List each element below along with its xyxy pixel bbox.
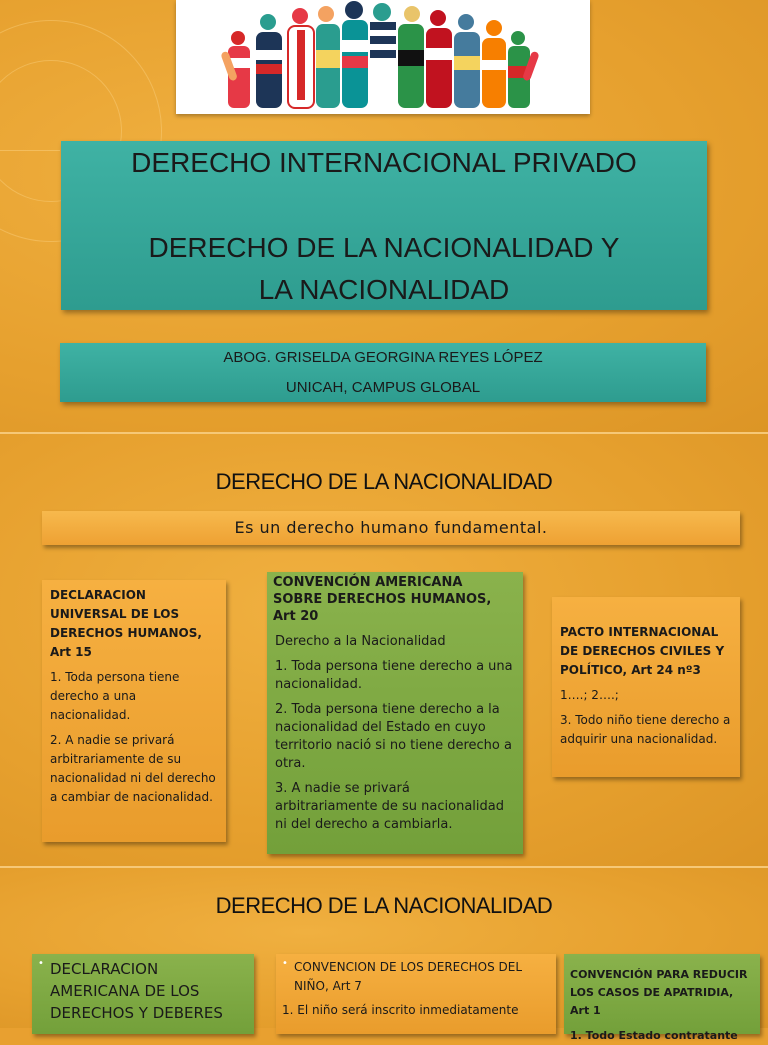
card-item: Derecho a la Nacionalidad [275,634,446,649]
decorative-line [0,150,60,151]
slide-nationality-right [0,434,768,866]
subtitle-line-1: DERECHO DE LA NACIONALIDAD Y [148,232,620,263]
card-title: DECLARACION UNIVERSAL DE LOS DERECHOS HUMANOS, Art 15 [50,588,202,659]
card-item: 1….; 2….; [560,688,619,702]
card-crc [276,954,556,1034]
card-iccpr [552,597,740,777]
bullet-item [38,958,248,1024]
bullet-icon: • [282,958,288,969]
flags-people-banner [176,0,590,114]
subtitle [61,227,707,311]
card-item: 1. Todo Estado contratante [570,1029,738,1042]
card-title: CONVENCIÓN PARA REDUCIR LOS CASOS DE APATRIDIA, Art 1 [570,968,748,1017]
card-item: 1. Toda persona tiene derecho a una nacionalidad. [50,670,180,722]
card-text: DECLARACION AMERICANA DE LOS DERECHOS Y DEBERES [50,960,223,1022]
card-statelessness [564,954,760,1042]
institution: UNICAH, CAMPUS GLOBAL [285,379,481,396]
card-item: 1. Toda persona tiene derecho a una nacionalidad. [275,659,513,692]
author-name: ABOG. GRISELDA GEORGINA REYES LÓPEZ [223,349,543,366]
card-udhr [42,580,226,842]
bullet-icon: • [38,958,44,969]
card-title: CONVENCIÓN AMERICANA SOBRE DERECHOS HUMANOS, Art 20 [273,575,492,624]
people-flags-illustration [176,0,590,114]
card-item: 3. Todo niño tiene derecho a adquirir una nacionalidad. [560,713,731,746]
card-title: CONVENCION DE LOS DERECHOS DEL NIÑO, Art 7 [294,960,523,993]
card-title: PACTO INTERNACIONAL DE DERECHOS CIVILES Y POLÍTICO, Art 24 nº3 [560,625,725,677]
bullet-item [282,958,550,996]
slide-heading: DERECHO DE LA NACIONALIDAD [215,469,553,494]
main-title: DERECHO INTERNACIONAL PRIVADO [131,147,637,178]
definition-box: Es un derecho humano fundamental. [42,511,740,545]
card-item: 1. El niño será inscrito inmediatamente [282,1003,519,1017]
slide-heading: DERECHO DE LA NACIONALIDAD [215,893,553,918]
subtitle-line-2: LA NACIONALIDAD [258,274,510,305]
author-box [60,343,706,402]
slide-nationality-continued [0,868,768,1042]
slide-title [0,0,768,432]
card-item: 2. Toda persona tiene derecho a la nacionalidad del Estado en cuyo territorio nació si no tiene derecho a otra. [275,702,512,771]
card-item: 3. A nadie se privará arbitrariamente de su nacionalidad ni del derecho a cambiarla. [275,781,504,832]
title-box [61,141,707,310]
card-american-convention [267,572,523,854]
card-item: 2. A nadie se privará arbitrariamente de su nacionalidad ni del derecho a cambiar de nacionalidad. [50,733,216,804]
card-american-declaration [32,954,254,1034]
